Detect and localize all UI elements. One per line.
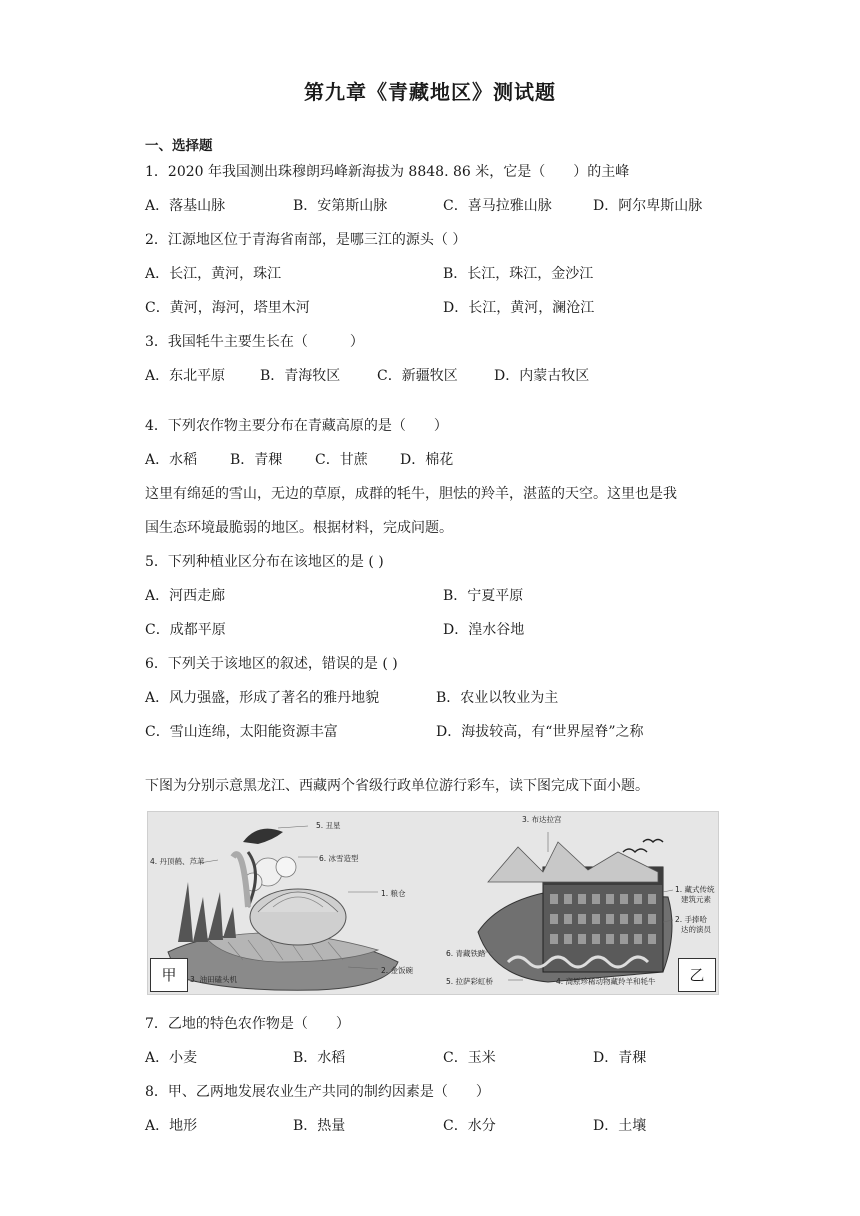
q1-option-c[interactable]: C．喜马拉雅山脉 — [443, 198, 552, 214]
figure-label: 4. 高原珍稀动物藏羚羊和牦牛 — [556, 977, 656, 986]
q3-option-b[interactable]: B．青海牧区 — [260, 368, 341, 384]
q8-option-d[interactable]: D．土壤 — [593, 1118, 647, 1134]
figure-intro: 下图为分别示意黑龙江、西藏两个省级行政单位游行彩车，读下图完成下面小题。 — [145, 778, 649, 794]
question-4-stem: 4．下列农作物主要分布在青藏高原的是（ ） — [145, 418, 448, 434]
figure-label: 5. 拉萨彩虹桥 — [446, 977, 494, 986]
figure-label: 1. 粮仓 — [381, 889, 406, 898]
q6-option-d[interactable]: D．海拔较高，有“世界屋脊”之称 — [436, 724, 644, 740]
q7-option-a[interactable]: A．小麦 — [145, 1050, 198, 1066]
q4-option-d[interactable]: D．棉花 — [400, 452, 454, 468]
heilongjiang-float — [168, 826, 398, 990]
page-title: 第九章《青藏地区》测试题 — [304, 80, 556, 104]
q1-option-d[interactable]: D．阿尔卑斯山脉 — [593, 198, 703, 214]
q4-option-b[interactable]: B．青稞 — [230, 452, 283, 468]
q5-option-c[interactable]: C．成都平原 — [145, 622, 226, 638]
parade-float-illustration — [148, 812, 718, 994]
question-3-stem: 3．我国牦牛主要生长在（ ） — [145, 334, 364, 350]
q7-option-c[interactable]: C．玉米 — [443, 1050, 496, 1066]
figure-label: 达的演员 — [681, 925, 711, 934]
figure-label: 5. 丑星 — [316, 821, 341, 830]
q8-option-b[interactable]: B．热量 — [293, 1118, 346, 1134]
question-6-stem: 6．下列关于该地区的叙述，错误的是 ( ) — [145, 656, 398, 672]
q5-option-d[interactable]: D．湟水谷地 — [443, 622, 525, 638]
q4-option-c[interactable]: C．甘蔗 — [315, 452, 368, 468]
figure-label: 4. 丹顶鹤、芦苇 — [150, 857, 205, 866]
q2-option-c[interactable]: C．黄河，海河，塔里木河 — [145, 300, 310, 316]
question-8-stem: 8．甲、乙两地发展农业生产共同的制约因素是（ ） — [145, 1084, 490, 1100]
q7-option-b[interactable]: B．水稻 — [293, 1050, 346, 1066]
q7-option-d[interactable]: D．青稞 — [593, 1050, 647, 1066]
q8-option-c[interactable]: C．水分 — [443, 1118, 496, 1134]
figure-corner-label-right: 乙 — [678, 958, 716, 992]
figure-label: 3. 油田磕头机 — [190, 975, 238, 984]
figure-label: 2. 金饭碗 — [381, 966, 414, 975]
tibet-float — [478, 832, 673, 982]
question-2-stem: 2．江源地区位于青海省南部，是哪三江的源头（ ） — [145, 232, 467, 248]
figure-label: 6. 冰雪造型 — [319, 854, 359, 863]
parade-float-figure — [147, 811, 719, 995]
figure-label: 1. 藏式传统 — [675, 885, 715, 894]
figure-corner-label-left: 甲 — [150, 958, 188, 992]
material-line-1: 这里有绵延的雪山，无边的草原，成群的牦牛，胆怯的羚羊，湛蓝的天空。这里也是我 — [145, 486, 677, 502]
figure-label: 建筑元素 — [681, 895, 711, 904]
figure-label: 3. 布达拉宫 — [522, 815, 562, 824]
q3-option-d[interactable]: D．内蒙古牧区 — [494, 368, 590, 384]
q6-option-b[interactable]: B．农业以牧业为主 — [436, 690, 559, 706]
q6-option-a[interactable]: A．风力强盛，形成了著名的雅丹地貌 — [145, 690, 380, 706]
q6-option-c[interactable]: C．雪山连绵，太阳能资源丰富 — [145, 724, 338, 740]
question-5-stem: 5．下列种植业区分布在该地区的是 ( ) — [145, 554, 384, 570]
section-heading: 一、选择题 — [145, 138, 213, 154]
material-line-2: 国生态环境最脆弱的地区。根据材料，完成问题。 — [145, 520, 453, 536]
q8-option-a[interactable]: A．地形 — [145, 1118, 198, 1134]
q4-option-a[interactable]: A．水稻 — [145, 452, 198, 468]
q1-option-b[interactable]: B．安第斯山脉 — [293, 198, 388, 214]
q5-option-a[interactable]: A．河西走廊 — [145, 588, 226, 604]
q5-option-b[interactable]: B．宁夏平原 — [443, 588, 524, 604]
q1-option-a[interactable]: A．落基山脉 — [145, 198, 226, 214]
q2-option-a[interactable]: A．长江，黄河，珠江 — [145, 266, 282, 282]
figure-label: 6. 青藏铁路 — [446, 949, 486, 958]
q3-option-a[interactable]: A．东北平原 — [145, 368, 226, 384]
q2-option-d[interactable]: D．长江，黄河，澜沧江 — [443, 300, 595, 316]
q2-option-b[interactable]: B．长江，珠江，金沙江 — [443, 266, 594, 282]
question-7-stem: 7．乙地的特色农作物是（ ） — [145, 1016, 350, 1032]
figure-label: 2. 手捧哈 — [675, 915, 708, 924]
question-1-stem: 1．2020 年我国测出珠穆朗玛峰新海拔为 8848. 86 米，它是（ ）的主峰 — [145, 164, 630, 180]
q3-option-c[interactable]: C．新疆牧区 — [377, 368, 458, 384]
